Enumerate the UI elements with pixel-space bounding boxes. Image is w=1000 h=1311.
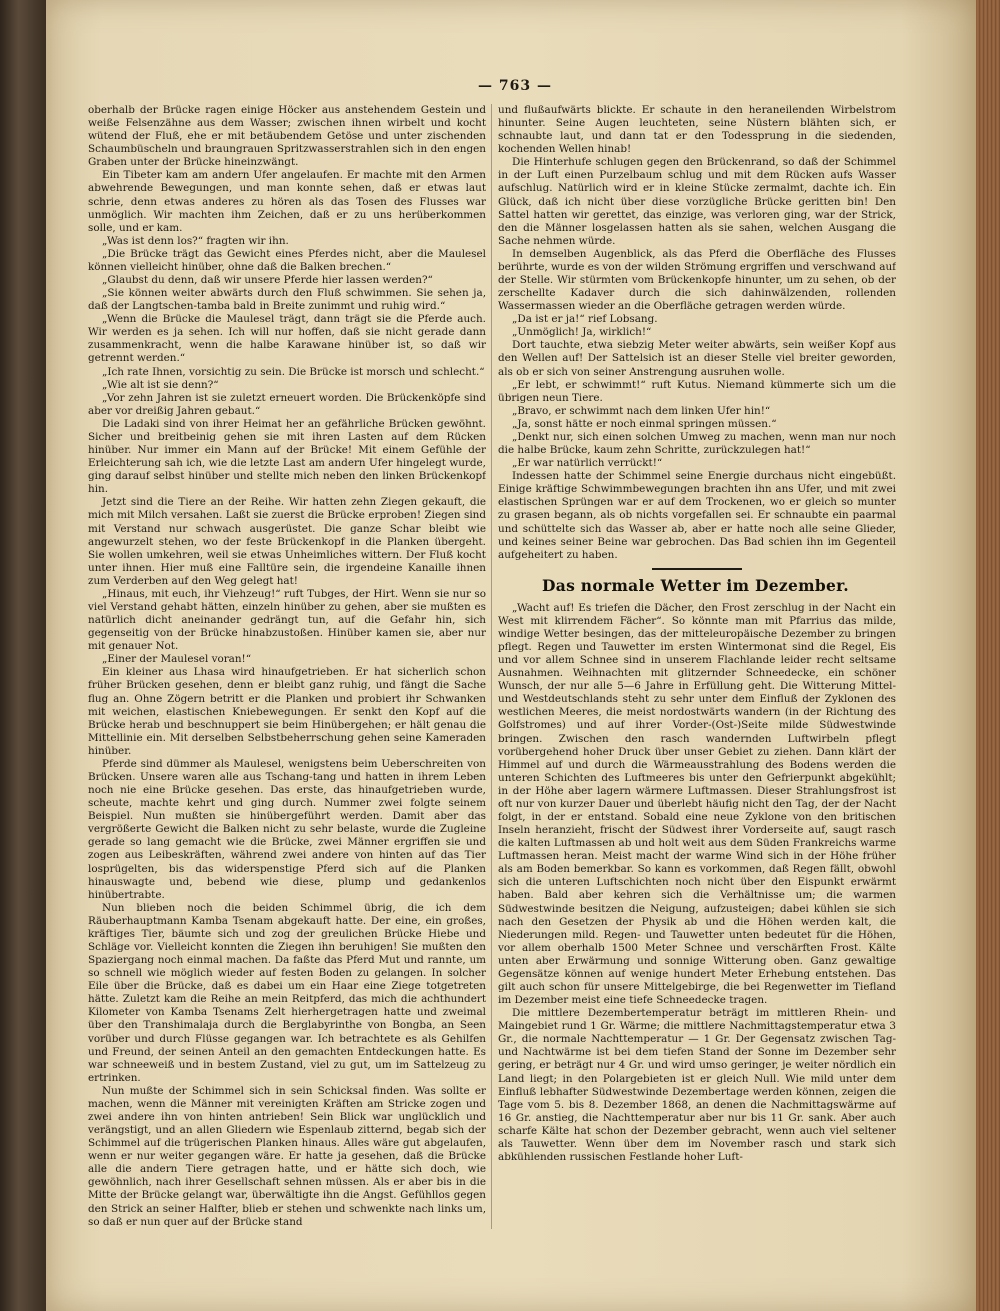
book-binding	[0, 0, 46, 1311]
paragraph: Pferde sind dümmer als Maulesel, wenigstens beim Ueberschreiten von Brücken. Unsere waren alle aus Tschang-tang und hatten in ihrem Leben noch nie eine Brücke gesehen. Das erste, das hinaufgetrieben wurde, scheute, machte kehrt und ging durch. Nummer zwei folgte seinem Beispiel. Nun mußten sie hinübergeführt werden. Damit aber das vergrößerte Gewicht die Balken nicht zu sehr belaste, wurde die Zugleine gerade so lang gemacht wie die Brücke, zwei Männer ergriffen sie und zogen aus Leibeskräften, während zwei andere von hinten auf das Tier losprügelten, bis das widerspenstige Pferd sich auf die Planken hinauswagte und, bebend wie diese, plump und gedankenlos hinübertrabte.	[88, 757, 486, 901]
paragraph: „Denkt nur, sich einen solchen Umweg zu machen, wenn man nur noch die halbe Brücke, kaum zehn Schritte, zurückzulegen hat!“	[498, 430, 896, 457]
paragraph: „Glaubst du denn, daß wir unsere Pferde hier lassen werden?“	[102, 274, 433, 287]
section-heading: Das normale Wetter im Dezember.	[542, 575, 849, 595]
right-column-story-end	[498, 104, 896, 562]
paragraph: „Wenn die Brücke die Maulesel trägt, dann trägt sie die Pferde auch. Wir werden es ja sehen. Ich will nur hoffen, daß sie nicht gerade dann zusammenkracht, wenn die halbe Karawane hinüber ist, so daß wir getrennt werden.“	[88, 313, 486, 365]
paragraph: Indessen hatte der Schimmel seine Energie durchaus nicht eingebüßt. Einige kräftige Schwimmbewegungen brachten ihn ans Ufer, und mit zwei elastischen Sprüngen war er auf dem Trockenen, wo er gleich so munter zu grasen begann, als ob nichts vorgefallen sei. Er schnaubte ein paarmal und schüttelte sich das Wasser ab, aber er hatte noch alle seine Glieder, und keines seiner Beine war gebrochen. Das Bad schien ihn im Gegenteil aufgeheitert zu haben.	[498, 470, 896, 561]
paragraph: „Da ist er ja!“ rief Lobsang.	[512, 313, 658, 326]
paragraph: „Wacht auf! Es triefen die Dächer, den Frost zerschlug in der Nacht ein West mit klirrendem Fächer“. So könnte man mit Pfarrius das milde, windige Wetter besingen, das der mitteleuropäische Dezember zu bringen pflegt. Regen und Tauwetter im ersten Wintermonat sind die Regel, Eis und vor allem Schnee sind in unserem Flachlande leider recht seltsame Ausnahmen. Weihnachten mit glitzernder Schneedecke, ein schöner Wunsch, der nur alle 5—6 Jahre in Erfüllung geht. Die Witterung Mittel- und Westdeutschlands steht zu sehr unter dem Einfluß der Zyklonen des westlichen Meeres, die meist nordostwärts wandern (in der Richtung des Golfstromes) und auf ihrer Vorder-(Ost-)Seite milde Südwestwinde bringen. Zwischen den rasch wandernden Luftwirbeln pflegt vorübergehend hoher Druck über unser Gebiet zu ziehen. Dann klärt der Himmel auf und durch die Wärmeausstrahlung des Bodens werden die unteren Schichten des Luftmeeres bis unter den Gefrierpunkt abgekühlt; in der Höhe aber lagern wärmere Luftmassen. Dieser Strahlungsfrost ist oft nur von kurzer Dauer und überlebt häufig nicht den Tag, der der Nacht folgt, in der er entstand. Sobald eine neue Zyklone von den britischen Inseln heranzieht, frischt der Südwest ihrer Vorderseite auf, saugt rasch die kalten Luftmassen ab und holt weit aus dem Süden Frankreichs warme Luftmassen heran. Meist macht der warme Wind sich in der Höhe früher als am Boden bemerkbar. So kann es vorkommen, daß Regen fällt, obwohl sich die unteren Luftschichten noch nicht über den Eispunkt erwärmt haben. Bald aber kehren sich die Verhältnisse um; die warmen Südwestwinde besitzen die Neigung, aufzusteigen; dabei kühlen sie sich nach den Gesetzen der Physik ab und die Höhen werden kalt, die Niederungen mild. Regen- und Tauwetter unten bedeutet für die Höhen, vor allem oberhalb 1500 Meter Schnee und verschärften Frost. Kälte unten aber Erwärmung und sonnige Witterung oben. Ganz gewaltige Gegensätze können auf wenige hundert Meter Erhebung entstehen. Das gilt auch schon für unsere Mittelgebirge, die bei Regenwetter im Tiefland im Dezember meist eine tiefe Schneedecke tragen.	[498, 601, 896, 1007]
paragraph: Die mittlere Dezembertemperatur beträgt im mittleren Rhein- und Maingebiet rund 1 Gr. Wärme; die mittlere Nachmittagstemperatur etwa 3 Gr., die normale Nachttemperatur — 1 Gr. Der Gegensatz zwischen Tag- und Nachtwärme ist bei dem tiefen Stand der Sonne im Dezember sehr gering, er beträgt nur 4 Gr. und wird umso geringer, je weiter nördlich ein Land liegt; in den Polargebieten ist er gleich Null. Wie mild unter dem Einfluß lebhafter Südwestwinde Dezembertage werden können, zeigen die Tage vom 5. bis 8. Dezember 1868, an denen die Nachmittagswärme auf 16 Gr. anstieg, die Nachttemperatur aber nur bis 11 Gr. sank. Aber auch scharfe Kälte hat schon der Dezember gebracht, wenn auch viel seltener als Tauwetter. Wenn über dem im November rasch und stark sich abkühlenden russischen Festlande hoher Luft-	[498, 1007, 896, 1164]
paragraph: Dort tauchte, etwa siebzig Meter weiter abwärts, sein weißer Kopf aus den Wellen auf! Der Sattelsich ist an dieser Stelle viel breiter geworden, als ob er sich von seiner Anstrengung ausruhen wolle.	[498, 339, 896, 378]
paragraph: Nun blieben noch die beiden Schimmel übrig, die ich dem Räuberhauptmann Kamba Tsenam abgekauft hatte. Der eine, ein großes, kräftiges Tier, bäumte sich und zog der greulichen Brücke Hiebe und Schläge vor. Vielleicht konnten die Ziegen ihn beruhigen! Sie mußten den Spaziergang noch einmal machen. Da faßte das Pferd Mut und rannte, um so schnell wie möglich wieder auf festen Boden zu gelangen. In solcher Eile über die Brücke, daß es dabei um ein Haar eine Ziege totgetreten hätte. Zuletzt kam die Reihe an mein Reitpferd, das mich die achthundert Kilometer von Kamba Tsenams Zelt hierhergetragen hatte und zweimal über den Transhimalaja durch die Berglabyrinthe von Bongba, an Seen vorüber und durch Flüsse gegangen war. Ich betrachtete es als Gehilfen und Freund, der seinen Anteil an den gemachten Entdeckungen hatte. Es war schneeweiß und in bestem Zustand, viel zu gut, um im Sattelzeug zu ertrinken.	[88, 901, 486, 1084]
paragraph: „Er war natürlich verrückt!“	[512, 457, 663, 470]
paragraph: „Bravo, er schwimmt nach dem linken Ufer hin!“	[512, 404, 771, 417]
paragraph: In demselben Augenblick, als das Pferd die Oberfläche des Flusses berührte, wurde es von der wilden Strömung ergriffen und verschwand auf der Stelle. Wir stürmten vom Brückenkopfe hinunter, um zu sehen, ob der zerschellte Kadaver durch die sich dahinwälzenden, rollenden Wassermassen wieder an die Oberfläche getragen werden würde.	[498, 247, 896, 313]
paragraph: Nun mußte der Schimmel sich in sein Schicksal finden. Was sollte er machen, wenn die Männer mit vereinigten Kräften am Stricke zogen und zwei andere ihn von hinten antrieben! Sein Blick war unglücklich und verängstigt, und an allen Gliedern wie Espenlaub zitternd, begab sich der Schimmel auf die trügerischen Planken hinaus. Alles wäre gut abgelaufen, wenn er nur weiter gegangen wäre. Er hatte ja gesehen, daß die Brücke alle die andern Tiere getragen hatte, und er hätte sich doch, wie gewöhnlich, nach ihrer Gesellschaft sehnen müssen. Als er aber bis in die Mitte der Brücke gelangt war, überwältigte ihn die Angst. Gefühllos gegen den Strick an seiner Halfter, blieb er stehen und schwenkte nach links um, so daß er nun quer auf der Brücke stand	[88, 1084, 486, 1228]
page-edge	[976, 0, 1000, 1311]
paragraph: „Sie können weiter abwärts durch den Fluß schwimmen. Sie sehen ja, daß der Langtschen-tamba bald in Breite zunimmt und ruhig wird.“	[88, 287, 486, 313]
paragraph: „Unmöglich! Ja, wirklich!“	[512, 326, 652, 339]
paragraph: „Hinaus, mit euch, ihr Viehzeug!“ ruft Tubges, der Hirt. Wenn sie nur so viel Verstand gehabt hätten, einzeln hinüber zu gehen, aber sie mußten es natürlich dicht aneinander gedrängt tun, auf die Gefahr hin, sich gegenseitig von der Brücke hinabzustoßen. Hinüber kamen sie, aber nur mit genauer Not.	[88, 587, 486, 653]
paragraph: „Die Brücke trägt das Gewicht eines Pferdes nicht, aber die Maulesel können vielleicht hinüber, ohne daß die Balken brechen.“	[88, 247, 486, 273]
paragraph: Jetzt sind die Tiere an der Reihe. Wir hatten zehn Ziegen gekauft, die mich mit Milch versahen. Laßt sie zuerst die Brücke erproben! Ziegen sind mit Verstand nur schwach ausgerüstet. Die ganze Schar bleibt wie angewurzelt stehen, wo der feste Brückenkopf in die Planken übergeht. Sie wollen umkehren, weil sie etwas Unheimliches wittern. Der Fluß kocht unter ihnen. Hier muß eine Falltüre sein, die irgendeine Kanaille ihnen zum Verderben auf den Weg gelegt hat!	[88, 496, 486, 587]
right-column-article	[498, 602, 896, 1164]
paragraph: „Ich rate Ihnen, vorsichtig zu sein. Die Brücke ist morsch und schlecht.“	[102, 365, 485, 378]
paragraph: „Wie alt ist sie denn?“	[102, 378, 219, 391]
paragraph: Die Hinterhufe schlugen gegen den Brückenrand, so daß der Schimmel in der Luft einen Purzelbaum schlug und mit dem Rücken aufs Wasser aufschlug. Natürlich wird er in kleine Stücke zermalmt, dachte ich. Ein Glück, daß ich nicht über diese vorzügliche Brücke geritten bin! Den Sattel hatten wir gerettet, das einzige, was verloren ging, war der Strick, den die Männer losgelassen hatten als sie sahen, welchen Ausgang die Sache nehmen würde.	[498, 156, 896, 247]
left-column	[88, 104, 486, 1234]
right-column	[498, 104, 896, 1234]
page-number: — 763 —	[478, 78, 552, 94]
column-rule	[491, 104, 492, 1229]
paragraph: „Ja, sonst hätte er noch einmal springen müssen.“	[512, 417, 777, 430]
paragraph: und flußaufwärts blickte. Er schaute in den heraneilenden Wirbelstrom hinunter. Seine Augen leuchteten, seine Nüstern blähten sich, er schnaubte laut, und dann tat er den Todessprung in die siedenden, kochenden Wellen hinab!	[498, 104, 896, 156]
section-divider	[652, 568, 742, 570]
paragraph: „Er lebt, er schwimmt!“ ruft Kutus. Niemand kümmerte sich um die übrigen neun Tiere.	[498, 378, 896, 404]
paragraph: „Was ist denn los?“ fragten wir ihn.	[102, 234, 289, 247]
paragraph: „Vor zehn Jahren ist sie zuletzt erneuert worden. Die Brückenköpfe sind aber vor dreißig Jahren gebaut.“	[88, 391, 486, 417]
paragraph: oberhalb der Brücke ragen einige Höcker aus anstehendem Gestein und weiße Felsenzähne aus dem Wasser; zwischen ihnen wirbelt und kocht wütend der Fluß, ehe er mit betäubendem Getöse und unter zischenden Schaumbüscheln und braungrauen Spritzwasserstrahlen sich in den engen Graben unter der Brücke hineinzwängt.	[88, 104, 486, 169]
paragraph: Ein kleiner aus Lhasa wird hinaufgetrieben. Er hat sicherlich schon früher Brücken gesehen, denn er bleibt ganz ruhig, und fängt die Sache flug an. Ohne Zögern betritt er die Planken und probiert ihr Schwanken mit weichen, elastischen Kniebewegungen. Er senkt den Kopf auf die Brücke herab und beschnuppert sie beim Hinübergehen; er hält genau die Mittellinie ein. Mit derselben Selbstbeherrschung gehen seine Kameraden hinüber.	[88, 666, 486, 757]
paragraph: „Einer der Maulesel voran!“	[102, 653, 252, 666]
paragraph: Die Ladaki sind von ihrer Heimat her an gefährliche Brücken gewöhnt. Sicher und breitbeinig gehen sie mit ihren Lasten auf dem Rücken hinüber. Nur immer ein Mann auf der Brücke! Mit einem Gefühle der Erleichterung sah ich, wie die letzte Last am andern Ufer hingelegt wurde, ging darauf selbst hinüber und stellte mich neben den linken Brückenkopf hin.	[88, 417, 486, 496]
paragraph: Ein Tibeter kam am andern Ufer angelaufen. Er machte mit den Armen abwehrende Bewegungen, und man konnte sehen, daß er etwas laut schrie, denn etwas anderes zu hören als das Tosen des Flusses war unmöglich. Wir machten ihm Zeichen, daß er zu uns herüberkommen solle, und er kam.	[88, 169, 486, 234]
